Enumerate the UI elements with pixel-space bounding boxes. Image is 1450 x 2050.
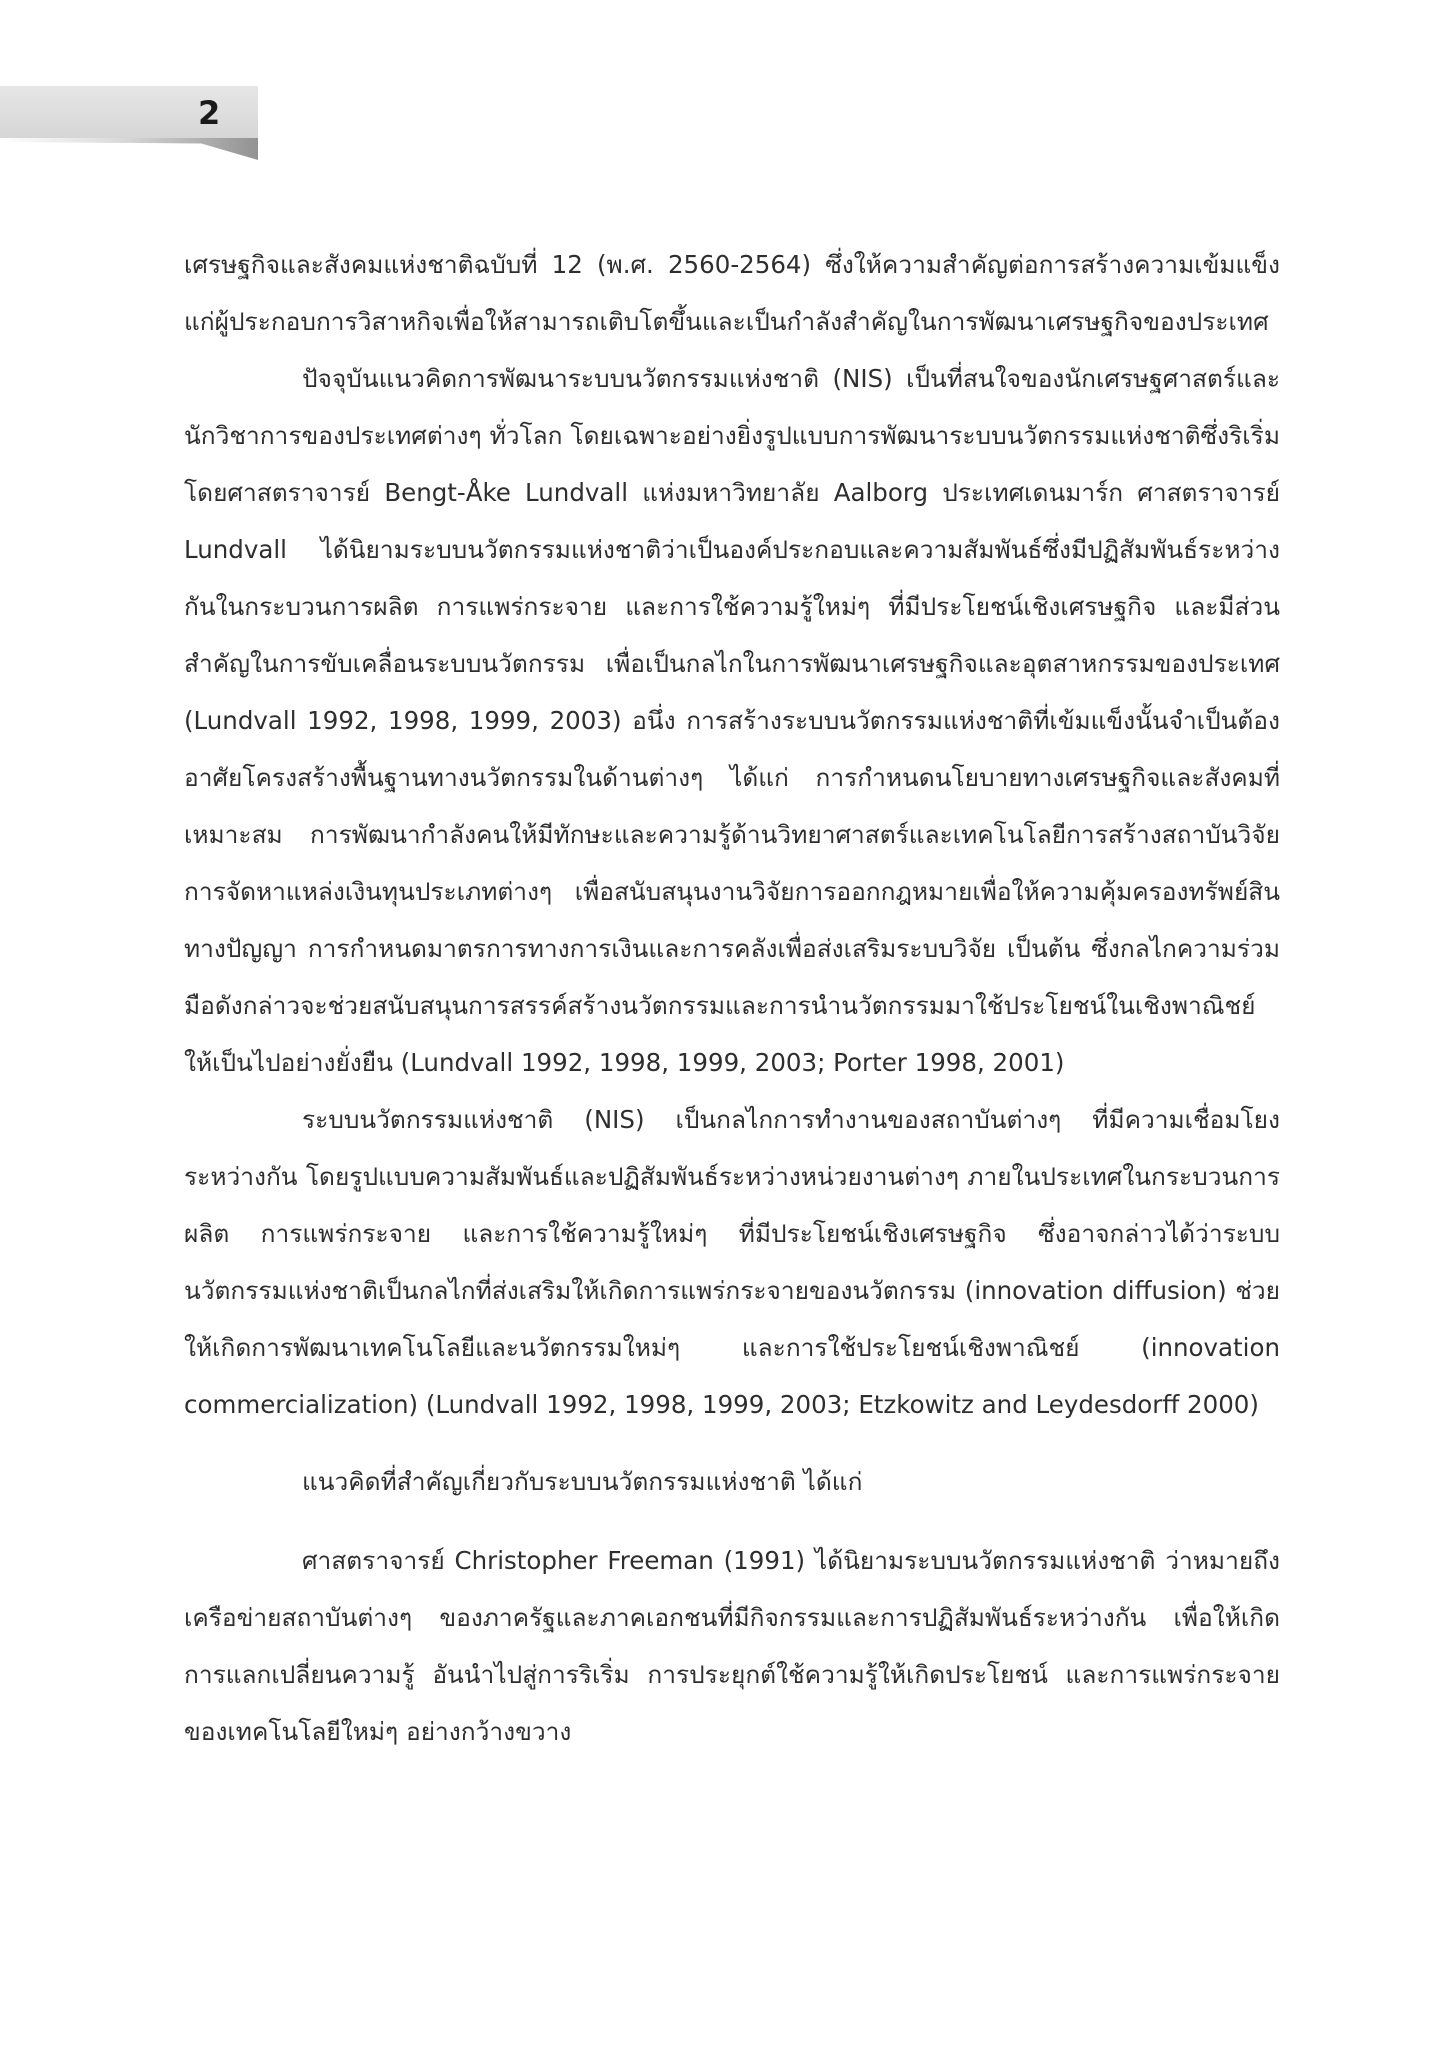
paragraph-continuation: เศรษฐกิจและสังคมแห่งชาติฉบับที่ 12 (พ.ศ. 2560-2564) ซึ่งให้ความสำคัญต่อการสร้างความเข้มแข็งแก่ผู้ประกอบการวิสาหกิจเพื่อให้สามารถเติบโตขึ้นและเป็นกำลังสำคัญในการพัฒนาเศรษฐกิจของประเทศ bbox=[184, 250, 1280, 336]
page-number: 2 bbox=[198, 94, 221, 132]
paragraph-freeman: ศาสตราจารย์ Christopher Freeman (1991) ได้นิยามระบบนวัตกรรมแห่งชาติ ว่าหมายถึงเครือข่ายสถาบันต่างๆ ของภาครัฐและภาคเอกชนที่มีกิจกรรมและการปฏิสัมพันธ์ระหว่างกัน เพื่อให้เกิดการแลกเปลี่ยนความรู้ อันนำไปสู่การริเริ่ม การประยุกต์ใช้ความรู้ให้เกิดประโยชน์ และการแพร่กระจายของเทคโนโลยีใหม่ๆ อย่างกว้างขวาง bbox=[184, 1546, 1280, 1746]
section-heading: แนวคิดที่สำคัญเกี่ยวกับระบบนวัตกรรมแห่งชาติ ได้แก่ bbox=[302, 1467, 863, 1496]
page-tab-shadow bbox=[0, 138, 258, 160]
paragraph-nis-lundvall: ปัจจุบันแนวคิดการพัฒนาระบบนวัตกรรมแห่งชาติ (NIS) เป็นที่สนใจของนักเศรษฐศาสตร์และนักวิชาการของประเทศต่างๆ ทั่วโลก โดยเฉพาะอย่างยิ่งรูปแบบการพัฒนาระบบนวัตกรรมแห่งชาติซึ่งริเริ่มโดยศาสตราจารย์ Bengt-Åke Lundvall แห่งมหาวิทยาลัย Aalborg ประเทศเดนมาร์ก ศาสตราจารย์ Lundvall ได้นิยามระบบนวัตกรรมแห่งชาติว่าเป็นองค์ประกอบและความสัมพันธ์ซึ่งมีปฏิสัมพันธ์ระหว่างกันในกระบวนการผลิต การแพร่กระจาย และการใช้ความรู้ใหม่ๆ ที่มีประโยชน์เชิงเศรษฐกิจ และมีส่วนสำคัญในการขับเคลื่อนระบบนวัตกรรม เพื่อเป็นกลไกในการพัฒนาเศรษฐกิจและอุตสาหกรรมของประเทศ (Lundvall 1992, 1998, 1999, 2003) อนึ่ง การสร้างระบบนวัตกรรมแห่งชาติที่เข้มแข็งนั้นจำเป็นต้องอาศัยโครงสร้างพื้นฐานทางนวัตกรรมในด้านต่างๆ ได้แก่ การกำหนดนโยบายทางเศรษฐกิจและสังคมที่เหมาะสม การพัฒนากำลังคนให้มีทักษะและความรู้ด้านวิทยาศาสตร์และเทคโนโลยีการสร้างสถาบันวิจัยการจัดหาแหล่งเงินทุนประเภทต่างๆ เพื่อสนับสนุนงานวิจัยการออกกฎหมายเพื่อให้ความคุ้มครองทรัพย์สินทางปัญญา การกำหนดมาตรการทางการเงินและการคลังเพื่อส่งเสริมระบบวิจัย เป็นต้น ซึ่งกลไกความร่วมมือดังกล่าวจะช่วยสนับสนุนการสรรค์สร้างนวัตกรรมและการนำนวัตกรรมมาใช้ประโยชน์ในเชิงพาณิชย์ให้เป็นไปอย่างยั่งยืน (Lundvall 1992, 1998, 1999, 2003; Porter 1998, 2001) bbox=[184, 364, 1280, 1077]
paragraph-nis-mechanism: ระบบนวัตกรรมแห่งชาติ (NIS) เป็นกลไกการทำงานของสถาบันต่างๆ ที่มีความเชื่อมโยงระหว่างกัน โดยรูปแบบความสัมพันธ์และปฏิสัมพันธ์ระหว่างหน่วยงานต่างๆ ภายในประเทศในกระบวนการผลิต การแพร่กระจาย และการใช้ความรู้ใหม่ๆ ที่มีประโยชน์เชิงเศรษฐกิจ ซึ่งอาจกล่าวได้ว่าระบบนวัตกรรมแห่งชาติเป็นกลไกที่ส่งเสริมให้เกิดการแพร่กระจายของนวัตกรรม (innovation diffusion) ช่วยให้เกิดการพัฒนาเทคโนโลยีและนวัตกรรมใหม่ๆ และการใช้ประโยชน์เชิงพาณิชย์ (innovation commercialization) (Lundvall 1992, 1998, 1999, 2003; Etzkowitz and Leydesdorff 2000) bbox=[184, 1105, 1280, 1419]
document-body bbox=[184, 236, 1280, 1760]
